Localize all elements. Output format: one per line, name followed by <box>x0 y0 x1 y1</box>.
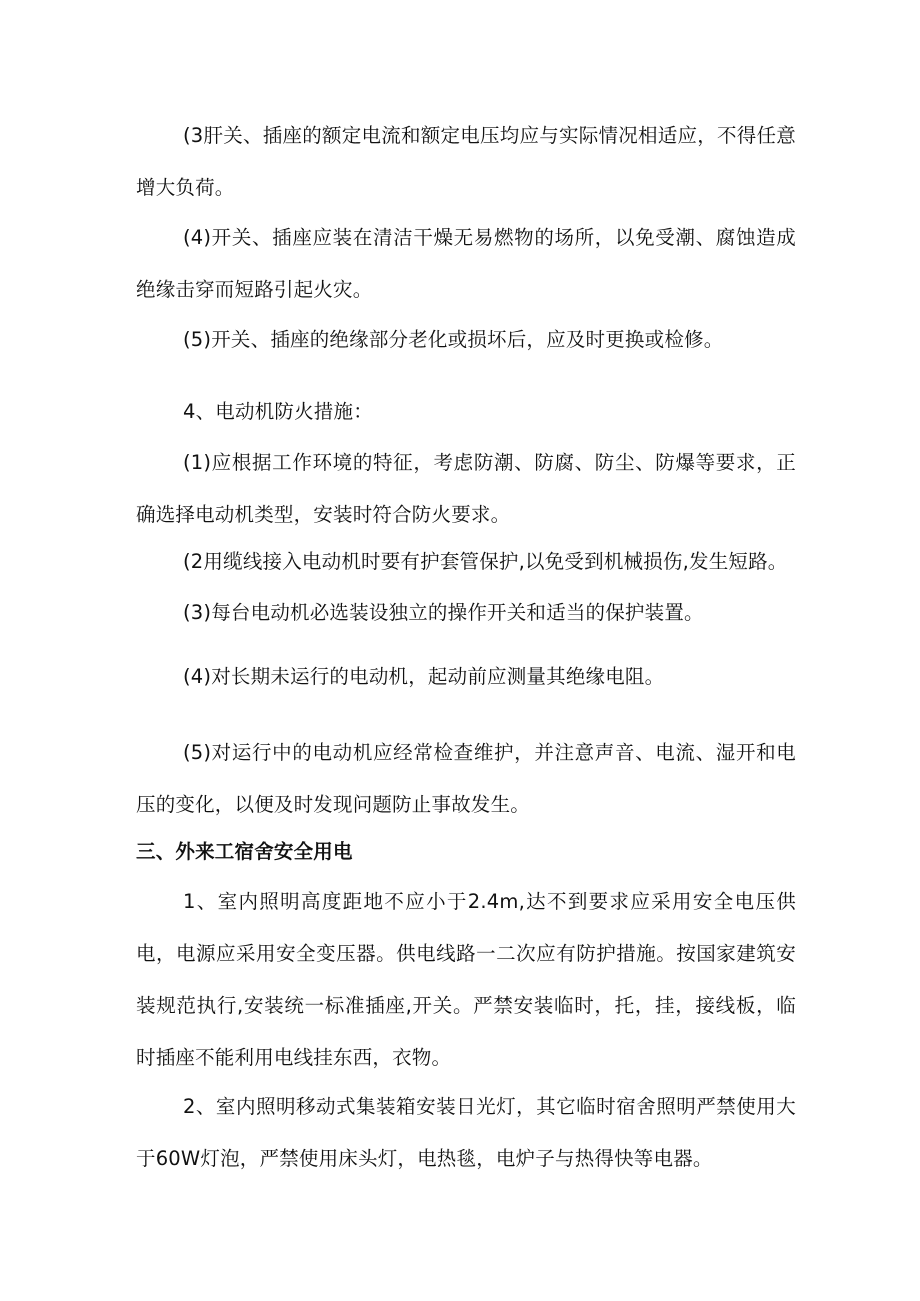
section-motor-fire-prevention: 4、电动机防火措施： <box>183 400 373 423</box>
paragraph-motor-maintenance: (5)对运行中的电动机应经常检查维护，并注意声音、电流、湿开和电压的变化，以便及时发现问题防止事故发生。 <box>136 741 796 816</box>
paragraph-switch-location: (4)开关、插座应装在清洁干燥无易燃物的场所，以免受潮、腐蚀造成绝缘击穿而短路引起火灾。 <box>136 226 796 301</box>
paragraph-motor-switch: (3)每台电动机必选装设独立的操作开关和适当的保护装置。 <box>183 601 704 624</box>
section-heading-dormitory: 三、外来工宿舍安全用电 <box>136 840 353 863</box>
paragraph-dormitory-appliances: 2、室内照明移动式集装箱安装日光灯，其它临时宿舍照明严禁使用大于60W灯泡，严禁使用床头灯，电热毯，电炉子与热得快等电器。 <box>136 1095 796 1170</box>
paragraph-switch-rating: (3肝关、插座的额定电流和额定电压均应与实际情况相适应，不得任意增大负荷。 <box>136 124 796 199</box>
paragraph-switch-insulation: (5)开关、插座的绝缘部分老化或损坏后，应及时更换或检修。 <box>183 328 724 351</box>
paragraph-motor-selection: (1)应根据工作环境的特征，考虑防潮、防腐、防尘、防爆等要求，正确选择电动机类型，安装时符合防火要求。 <box>136 451 796 526</box>
paragraph-motor-insulation-test: (4)对长期未运行的电动机，起动前应测量其绝缘电阻。 <box>183 665 665 688</box>
paragraph-dormitory-lighting: 1、室内照明高度距地不应小于2.4m,达不到要求应采用安全电压供电，电源应采用安全变压器。供电线路一二次应有防护措施。按国家建筑安装规范执行,安装统一标准插座,开关。严禁安装临时，托，挂，接线板，临时插座不能利用电线挂东西，衣物。 <box>136 890 796 1069</box>
paragraph-motor-cable: (2用缆线接入电动机时要有护套管保护,以免受到机械损伤,发生短路。 <box>183 550 788 573</box>
